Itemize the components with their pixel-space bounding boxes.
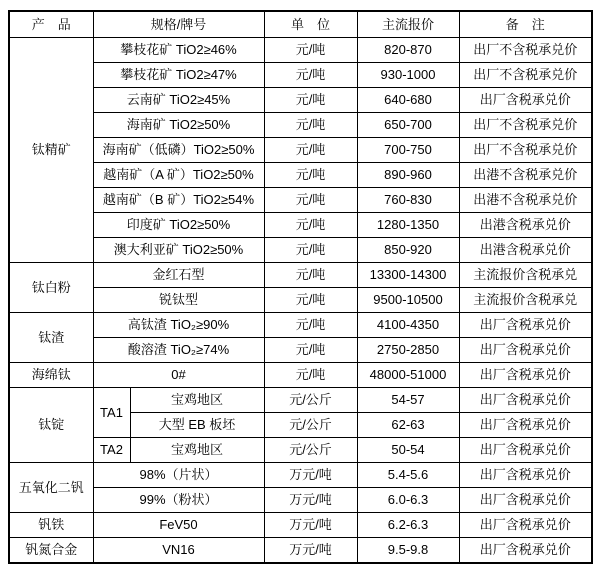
spec-cell: 酸溶渣 TiO₂≥74% [93, 338, 264, 363]
table-row [9, 538, 592, 564]
unit-cell: 元/吨 [264, 213, 357, 238]
spec-cell: 大型 EB 板坯 [130, 413, 264, 438]
price-cell: 54-57 [357, 388, 459, 413]
price-cell: 930-1000 [357, 63, 459, 88]
table-row [9, 238, 592, 263]
table-row [9, 163, 592, 188]
header-unit: 单 位 [264, 11, 357, 38]
spec-cell: 0# [93, 363, 264, 388]
table-row [9, 313, 592, 338]
note-cell: 出厂含税承兑价 [459, 538, 592, 564]
note-cell: 出厂含税承兑价 [459, 313, 592, 338]
unit-cell: 万元/吨 [264, 538, 357, 564]
table-row [9, 463, 592, 488]
spec-cell: 高钛渣 TiO₂≥90% [93, 313, 264, 338]
unit-cell: 元/公斤 [264, 388, 357, 413]
unit-cell: 元/公斤 [264, 438, 357, 463]
price-table-header [9, 11, 592, 38]
note-cell: 出厂含税承兑价 [459, 88, 592, 113]
unit-cell: 元/吨 [264, 63, 357, 88]
price-cell: 640-680 [357, 88, 459, 113]
grade-cell: TA2 [93, 438, 130, 463]
note-cell: 出港含税承兑价 [459, 238, 592, 263]
spec-cell: 宝鸡地区 [130, 388, 264, 413]
grade-cell: TA1 [93, 388, 130, 438]
unit-cell: 元/吨 [264, 313, 357, 338]
unit-cell: 元/吨 [264, 88, 357, 113]
price-cell: 2750-2850 [357, 338, 459, 363]
table-row [9, 113, 592, 138]
price-cell: 48000-51000 [357, 363, 459, 388]
unit-cell: 元/公斤 [264, 413, 357, 438]
spec-cell: 99%（粉状） [93, 488, 264, 513]
unit-cell: 元/吨 [264, 288, 357, 313]
table-row [9, 263, 592, 288]
spec-cell: 金红石型 [93, 263, 264, 288]
spec-cell: VN16 [93, 538, 264, 564]
unit-cell: 元/吨 [264, 263, 357, 288]
spec-cell: 印度矿 TiO2≥50% [93, 213, 264, 238]
header-product: 产 品 [9, 11, 93, 38]
table-row [9, 38, 592, 63]
header-spec: 规格/牌号 [93, 11, 264, 38]
unit-cell: 元/吨 [264, 38, 357, 63]
header-note: 备 注 [459, 11, 592, 38]
price-cell: 760-830 [357, 188, 459, 213]
table-row [9, 513, 592, 538]
unit-cell: 元/吨 [264, 138, 357, 163]
product-cell: 钛精矿 [9, 38, 93, 263]
unit-cell: 万元/吨 [264, 488, 357, 513]
product-cell: 五氧化二钒 [9, 463, 93, 513]
table-row [9, 288, 592, 313]
price-cell: 13300-14300 [357, 263, 459, 288]
spec-cell: FeV50 [93, 513, 264, 538]
price-cell: 650-700 [357, 113, 459, 138]
spec-cell: 云南矿 TiO2≥45% [93, 88, 264, 113]
table-row [9, 213, 592, 238]
spec-cell: 宝鸡地区 [130, 438, 264, 463]
price-cell: 6.2-6.3 [357, 513, 459, 538]
note-cell: 出厂含税承兑价 [459, 413, 592, 438]
price-cell: 850-920 [357, 238, 459, 263]
price-cell: 9.5-9.8 [357, 538, 459, 564]
price-cell: 50-54 [357, 438, 459, 463]
product-cell: 钛渣 [9, 313, 93, 363]
price-cell: 6.0-6.3 [357, 488, 459, 513]
table-row [9, 363, 592, 388]
price-cell: 820-870 [357, 38, 459, 63]
spec-cell: 海南矿（低磷）TiO2≥50% [93, 138, 264, 163]
spec-cell: 98%（片状） [93, 463, 264, 488]
note-cell: 出港不含税承兑价 [459, 163, 592, 188]
note-cell: 出厂含税承兑价 [459, 363, 592, 388]
price-cell: 700-750 [357, 138, 459, 163]
spec-cell: 越南矿（B 矿）TiO2≥54% [93, 188, 264, 213]
product-cell: 海绵钛 [9, 363, 93, 388]
price-cell: 5.4-5.6 [357, 463, 459, 488]
spec-cell: 海南矿 TiO2≥50% [93, 113, 264, 138]
note-cell: 主流报价含税承兑 [459, 263, 592, 288]
note-cell: 出厂含税承兑价 [459, 463, 592, 488]
unit-cell: 元/吨 [264, 188, 357, 213]
table-row [9, 438, 592, 463]
note-cell: 出厂含税承兑价 [459, 388, 592, 413]
note-cell: 出港不含税承兑价 [459, 188, 592, 213]
price-cell: 4100-4350 [357, 313, 459, 338]
table-row [9, 488, 592, 513]
price-cell: 62-63 [357, 413, 459, 438]
unit-cell: 元/吨 [264, 338, 357, 363]
price-cell: 9500-10500 [357, 288, 459, 313]
unit-cell: 元/吨 [264, 238, 357, 263]
product-cell: 钛白粉 [9, 263, 93, 313]
note-cell: 出厂不含税承兑价 [459, 113, 592, 138]
header-price: 主流报价 [357, 11, 459, 38]
spec-cell: 澳大利亚矿 TiO2≥50% [93, 238, 264, 263]
spec-cell: 越南矿（A 矿）TiO2≥50% [93, 163, 264, 188]
table-row [9, 388, 592, 413]
note-cell: 出厂含税承兑价 [459, 488, 592, 513]
note-cell: 出港含税承兑价 [459, 213, 592, 238]
product-cell: 钛锭 [9, 388, 93, 463]
note-cell: 出厂不含税承兑价 [459, 138, 592, 163]
note-cell: 出厂含税承兑价 [459, 338, 592, 363]
unit-cell: 元/吨 [264, 113, 357, 138]
product-cell: 钒氮合金 [9, 538, 93, 564]
note-cell: 出厂不含税承兑价 [459, 63, 592, 88]
table-row [9, 338, 592, 363]
unit-cell: 元/吨 [264, 163, 357, 188]
table-row [9, 63, 592, 88]
table-row [9, 188, 592, 213]
unit-cell: 元/吨 [264, 363, 357, 388]
note-cell: 主流报价含税承兑 [459, 288, 592, 313]
price-table-body [9, 38, 592, 564]
price-cell: 1280-1350 [357, 213, 459, 238]
spec-cell: 攀枝花矿 TiO2≥46% [93, 38, 264, 63]
note-cell: 出厂含税承兑价 [459, 438, 592, 463]
spec-cell: 攀枝花矿 TiO2≥47% [93, 63, 264, 88]
header-row [9, 11, 592, 38]
note-cell: 出厂含税承兑价 [459, 513, 592, 538]
unit-cell: 万元/吨 [264, 463, 357, 488]
product-cell: 钒铁 [9, 513, 93, 538]
unit-cell: 万元/吨 [264, 513, 357, 538]
spec-cell: 锐钛型 [93, 288, 264, 313]
note-cell: 出厂不含税承兑价 [459, 38, 592, 63]
table-row [9, 88, 592, 113]
price-cell: 890-960 [357, 163, 459, 188]
table-row [9, 138, 592, 163]
price-table [8, 10, 593, 564]
